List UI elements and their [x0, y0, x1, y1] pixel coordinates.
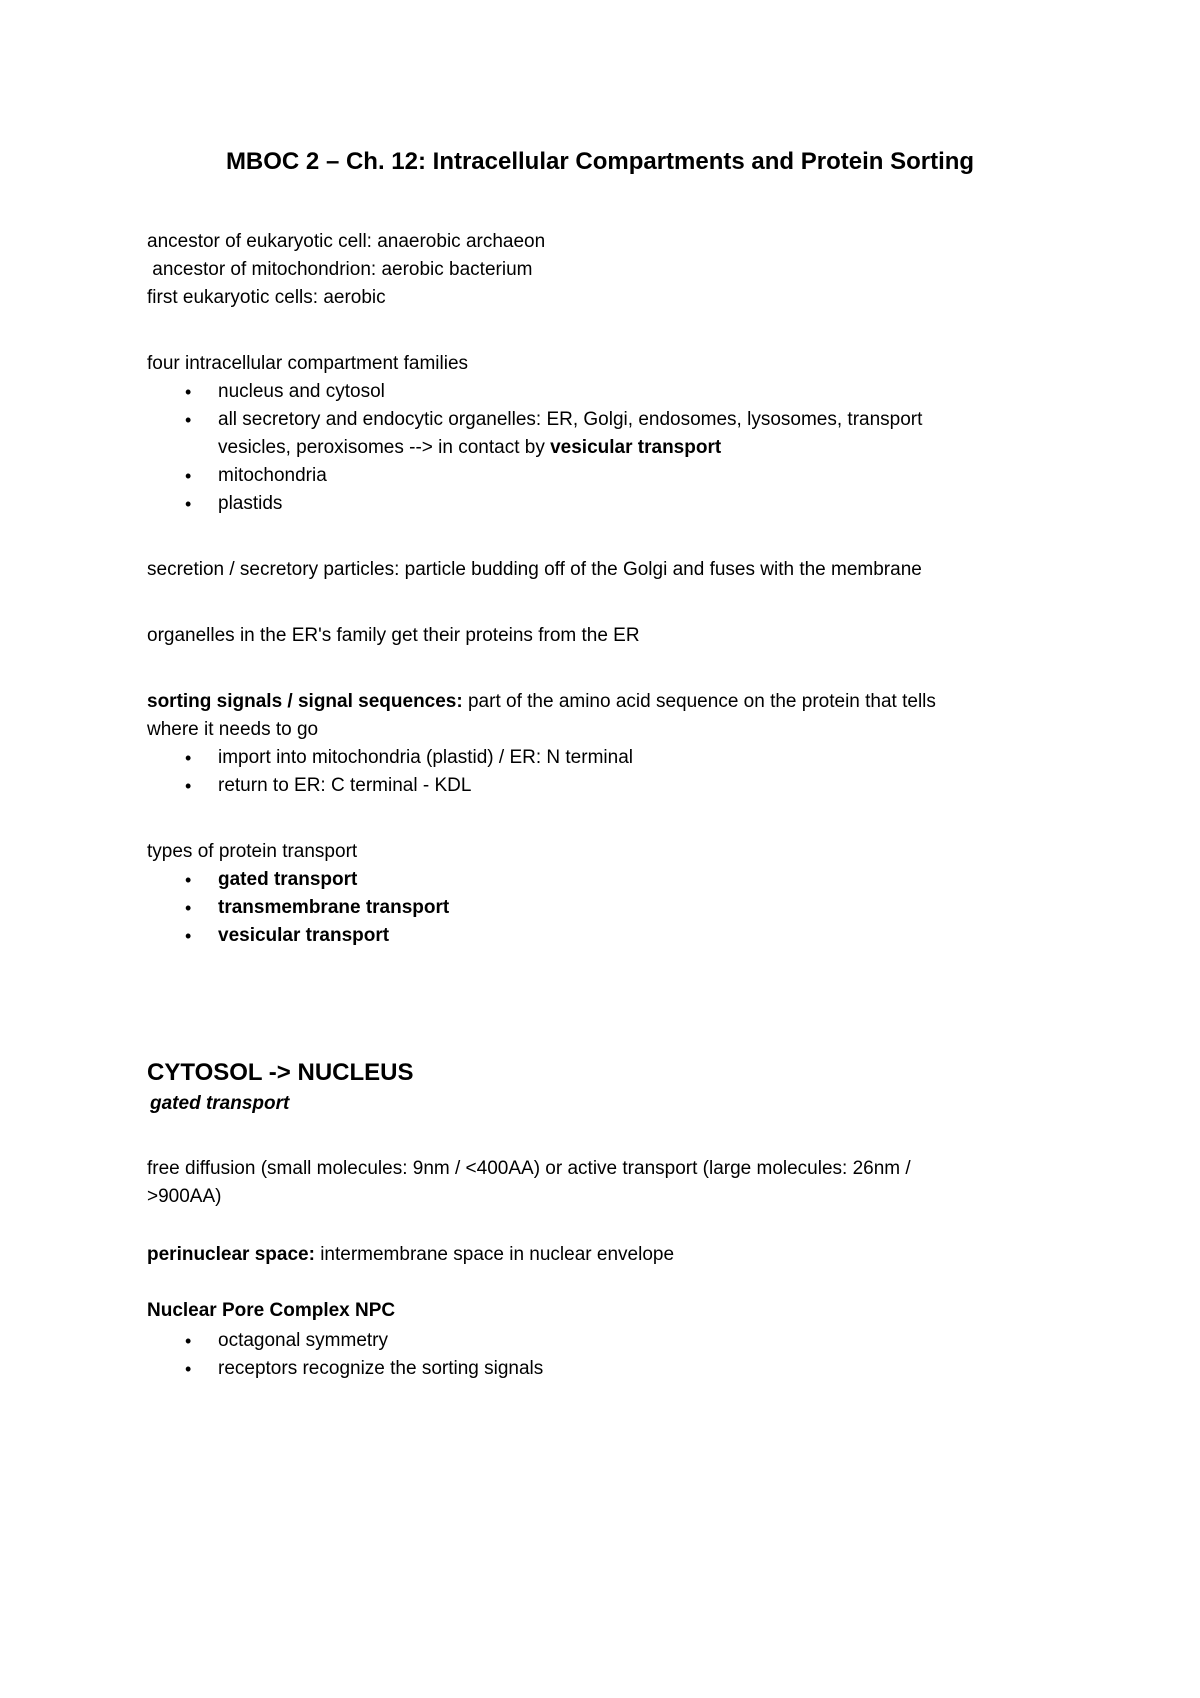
- diffusion-line-1: free diffusion (small molecules: 9nm / <400AA) or active transport (large molecules: 26nm /: [147, 1158, 911, 1179]
- organelles-line: organelles in the ER's family get their proteins from the ER: [147, 625, 640, 646]
- list-item: receptors recognize the sorting signals: [218, 1358, 544, 1379]
- list-item: nucleus and cytosol: [218, 381, 385, 402]
- bullet-icon: •: [185, 494, 192, 514]
- sorting-signals-line-2: where it needs to go: [147, 719, 319, 740]
- bullet-icon: •: [185, 466, 192, 486]
- list-item: all secretory and endocytic organelles: ER, Golgi, endosomes, lysosomes, transport: [218, 409, 923, 430]
- section-subheading: gated transport: [150, 1093, 290, 1114]
- bullet-icon: •: [185, 870, 192, 890]
- list-item: mitochondria: [218, 465, 327, 486]
- list-item: transmembrane transport: [218, 897, 450, 918]
- list-item-continuation: vesicles, peroxisomes --> in contact by vesicular transport: [218, 437, 722, 458]
- list-item: import into mitochondria (plastid) / ER: N terminal: [218, 747, 633, 768]
- secretion-line: secretion / secretory particles: particle budding off of the Golgi and fuses with the membrane: [147, 559, 922, 580]
- section-heading: CYTOSOL -> NUCLEUS: [147, 1059, 414, 1086]
- list-item: octagonal symmetry: [218, 1330, 389, 1351]
- bullet-icon: •: [185, 776, 192, 796]
- list-item: return to ER: C terminal - KDL: [218, 775, 472, 796]
- bullet-icon: •: [185, 926, 192, 946]
- perinuclear-line: perinuclear space: intermembrane space in nuclear envelope: [147, 1244, 675, 1265]
- bullet-icon: •: [185, 382, 192, 402]
- bullet-icon: •: [185, 1359, 192, 1379]
- diffusion-line-2: >900AA): [147, 1186, 222, 1207]
- list-item: vesicular transport: [218, 925, 390, 946]
- list-item: gated transport: [218, 869, 358, 890]
- intro-line-2: ancestor of mitochondrion: aerobic bacterium: [147, 259, 533, 280]
- npc-heading: Nuclear Pore Complex NPC: [147, 1300, 396, 1321]
- bullet-icon: •: [185, 410, 192, 430]
- intro-line-3: first eukaryotic cells: aerobic: [147, 287, 386, 308]
- list-item: plastids: [218, 493, 283, 514]
- sorting-signals-line: sorting signals / signal sequences: part of the amino acid sequence on the protein that tells: [147, 691, 936, 712]
- transport-types-heading: types of protein transport: [147, 841, 358, 862]
- bullet-icon: •: [185, 898, 192, 918]
- page-title: MBOC 2 – Ch. 12: Intracellular Compartments and Protein Sorting: [225, 148, 975, 175]
- bullet-icon: •: [185, 748, 192, 768]
- families-heading: four intracellular compartment families: [147, 353, 469, 374]
- bullet-icon: •: [185, 1331, 192, 1351]
- intro-line-1: ancestor of eukaryotic cell: anaerobic archaeon: [147, 231, 546, 252]
